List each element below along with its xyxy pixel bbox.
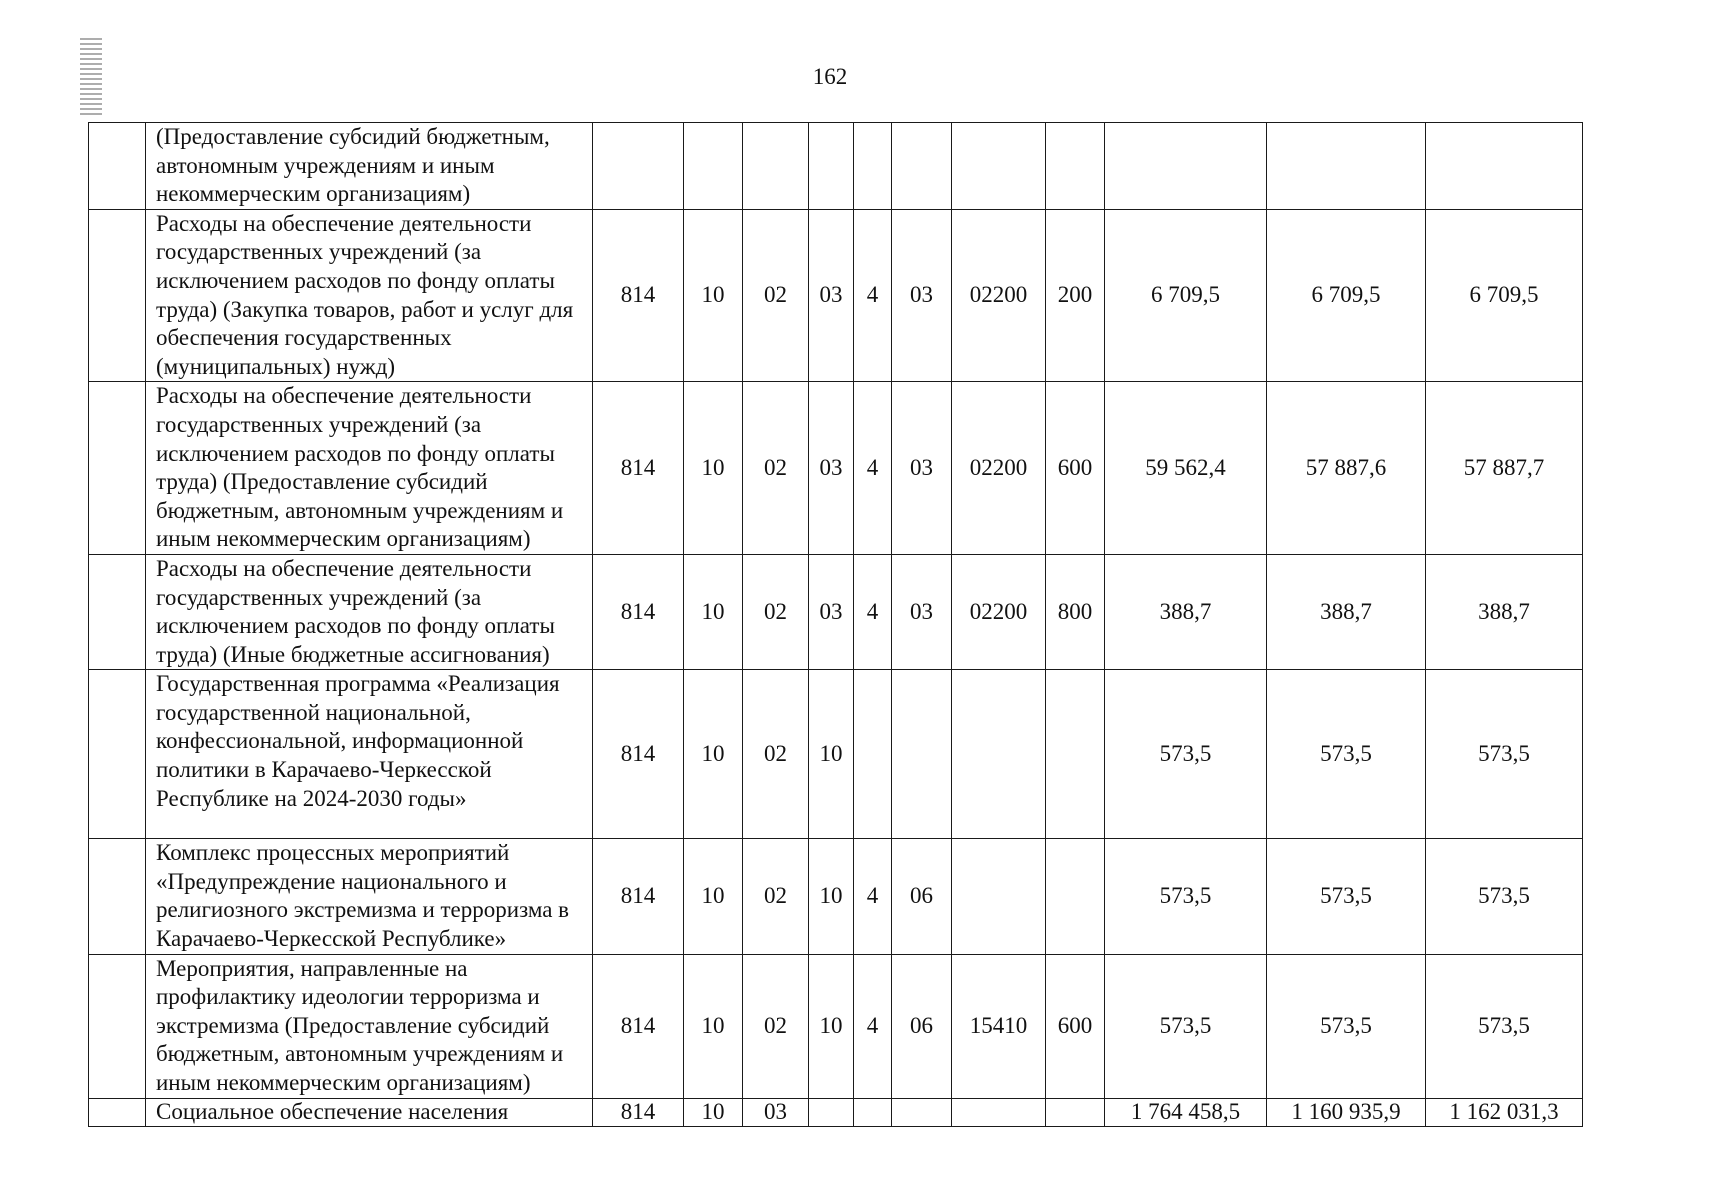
subprogram-type-cell: 4 bbox=[854, 382, 892, 555]
amount-year2-cell: 573,5 bbox=[1267, 670, 1426, 839]
section-code-cell: 10 bbox=[684, 839, 743, 954]
subprogram-type-cell: 4 bbox=[854, 554, 892, 669]
direction-code-cell: 15410 bbox=[952, 954, 1046, 1098]
amount-year2-cell: 573,5 bbox=[1267, 954, 1426, 1098]
description-cell: Мероприятия, направленные на профилактику идеологии терроризма и экстремизма (Предоставление субсидий бюджетным, автономным учреждениям и иным некоммерческим организациям) bbox=[146, 954, 593, 1098]
expense-type-cell bbox=[1046, 839, 1105, 954]
subsection-code-cell: 02 bbox=[743, 839, 809, 954]
amount-year2-cell: 57 887,6 bbox=[1267, 382, 1426, 555]
subsection-code-cell bbox=[743, 123, 809, 210]
program-code-cell: 03 bbox=[809, 554, 854, 669]
expense-type-cell: 600 bbox=[1046, 382, 1105, 555]
description-cell: Расходы на обеспечение деятельности государственных учреждений (за исключением расходов по фонду оплаты труда) (Предоставление субсидий бюджетным, автономным учреждениям и иным некоммерческим организациям) bbox=[146, 382, 593, 555]
amount-year3-cell: 573,5 bbox=[1426, 839, 1583, 954]
direction-code-cell bbox=[952, 1098, 1046, 1126]
row-number-cell bbox=[89, 123, 146, 210]
ministry-code-cell: 814 bbox=[593, 554, 684, 669]
amount-year1-cell bbox=[1105, 123, 1267, 210]
subprogram-type-cell: 4 bbox=[854, 954, 892, 1098]
row-number-cell bbox=[89, 382, 146, 555]
subprogram-code-cell: 03 bbox=[892, 382, 952, 555]
row-number-cell bbox=[89, 839, 146, 954]
subsection-code-cell: 02 bbox=[743, 554, 809, 669]
table-row bbox=[89, 554, 1583, 669]
row-number-cell bbox=[89, 954, 146, 1098]
subsection-code-cell: 02 bbox=[743, 670, 809, 839]
description-cell: (Предоставление субсидий бюджетным, автономным учреждениям и иным некоммерческим организациям) bbox=[146, 123, 593, 210]
subprogram-type-cell: 4 bbox=[854, 209, 892, 382]
row-number-cell bbox=[89, 1098, 146, 1126]
direction-code-cell bbox=[952, 670, 1046, 839]
ministry-code-cell: 814 bbox=[593, 670, 684, 839]
amount-year1-cell: 59 562,4 bbox=[1105, 382, 1267, 555]
section-code-cell: 10 bbox=[684, 554, 743, 669]
amount-year1-cell: 573,5 bbox=[1105, 954, 1267, 1098]
table-row bbox=[89, 839, 1583, 954]
subsection-code-cell: 02 bbox=[743, 382, 809, 555]
ministry-code-cell: 814 bbox=[593, 954, 684, 1098]
budget-table bbox=[88, 122, 1583, 1127]
amount-year3-cell bbox=[1426, 123, 1583, 210]
direction-code-cell bbox=[952, 839, 1046, 954]
expense-type-cell bbox=[1046, 1098, 1105, 1126]
subprogram-code-cell: 06 bbox=[892, 839, 952, 954]
direction-code-cell: 02200 bbox=[952, 209, 1046, 382]
amount-year3-cell: 1 162 031,3 bbox=[1426, 1098, 1583, 1126]
description-cell: Социальное обеспечение населения bbox=[146, 1098, 593, 1126]
direction-code-cell: 02200 bbox=[952, 382, 1046, 555]
program-code-cell bbox=[809, 1098, 854, 1126]
page-number: 162 bbox=[812, 64, 848, 89]
program-code-cell: 10 bbox=[809, 670, 854, 839]
subprogram-code-cell: 03 bbox=[892, 554, 952, 669]
table-row bbox=[89, 209, 1583, 382]
section-code-cell: 10 bbox=[684, 1098, 743, 1126]
amount-year2-cell: 1 160 935,9 bbox=[1267, 1098, 1426, 1126]
table-row bbox=[89, 670, 1583, 839]
subsection-code-cell: 03 bbox=[743, 1098, 809, 1126]
subprogram-code-cell: 03 bbox=[892, 209, 952, 382]
subprogram-code-cell bbox=[892, 1098, 952, 1126]
description-cell: Расходы на обеспечение деятельности государственных учреждений (за исключением расходов по фонду оплаты труда) (Иные бюджетные ассигнования) bbox=[146, 554, 593, 669]
subsection-code-cell: 02 bbox=[743, 209, 809, 382]
direction-code-cell: 02200 bbox=[952, 554, 1046, 669]
table-row bbox=[89, 382, 1583, 555]
amount-year3-cell: 388,7 bbox=[1426, 554, 1583, 669]
subprogram-type-cell: 4 bbox=[854, 839, 892, 954]
description-cell: Комплекс процессных мероприятий «Предупреждение национального и религиозного экстремизма и терроризма в Карачаево-Черкесской Республике» bbox=[146, 839, 593, 954]
section-code-cell: 10 bbox=[684, 209, 743, 382]
amount-year1-cell: 573,5 bbox=[1105, 670, 1267, 839]
expense-type-cell: 200 bbox=[1046, 209, 1105, 382]
amount-year3-cell: 57 887,7 bbox=[1426, 382, 1583, 555]
program-code-cell: 03 bbox=[809, 382, 854, 555]
amount-year2-cell bbox=[1267, 123, 1426, 210]
program-code-cell: 10 bbox=[809, 839, 854, 954]
subprogram-code-cell: 06 bbox=[892, 954, 952, 1098]
table-row bbox=[89, 954, 1583, 1098]
amount-year2-cell: 388,7 bbox=[1267, 554, 1426, 669]
subsection-code-cell: 02 bbox=[743, 954, 809, 1098]
program-code-cell: 03 bbox=[809, 209, 854, 382]
subprogram-type-cell bbox=[854, 1098, 892, 1126]
ministry-code-cell: 814 bbox=[593, 1098, 684, 1126]
table-body bbox=[89, 123, 1583, 1127]
subprogram-type-cell bbox=[854, 670, 892, 839]
subprogram-code-cell bbox=[892, 123, 952, 210]
row-number-cell bbox=[89, 670, 146, 839]
ministry-code-cell bbox=[593, 123, 684, 210]
amount-year2-cell: 573,5 bbox=[1267, 839, 1426, 954]
expense-type-cell: 600 bbox=[1046, 954, 1105, 1098]
amount-year1-cell: 1 764 458,5 bbox=[1105, 1098, 1267, 1126]
subprogram-code-cell bbox=[892, 670, 952, 839]
table-row bbox=[89, 1098, 1583, 1126]
expense-type-cell bbox=[1046, 670, 1105, 839]
amount-year3-cell: 6 709,5 bbox=[1426, 209, 1583, 382]
ministry-code-cell: 814 bbox=[593, 839, 684, 954]
row-number-cell bbox=[89, 209, 146, 382]
subprogram-type-cell bbox=[854, 123, 892, 210]
table-row bbox=[89, 123, 1583, 210]
amount-year2-cell: 6 709,5 bbox=[1267, 209, 1426, 382]
amount-year3-cell: 573,5 bbox=[1426, 954, 1583, 1098]
program-code-cell bbox=[809, 123, 854, 210]
amount-year1-cell: 388,7 bbox=[1105, 554, 1267, 669]
expense-type-cell: 800 bbox=[1046, 554, 1105, 669]
section-code-cell: 10 bbox=[684, 382, 743, 555]
ministry-code-cell: 814 bbox=[593, 382, 684, 555]
section-code-cell bbox=[684, 123, 743, 210]
expense-type-cell bbox=[1046, 123, 1105, 210]
description-cell: Государственная программа «Реализация государственной национальной, конфессиональной, информационной политики в Карачаево-Черкесской Республике на 2024-2030 годы» bbox=[146, 670, 593, 839]
row-number-cell bbox=[89, 554, 146, 669]
section-code-cell: 10 bbox=[684, 954, 743, 1098]
amount-year1-cell: 573,5 bbox=[1105, 839, 1267, 954]
direction-code-cell bbox=[952, 123, 1046, 210]
description-cell: Расходы на обеспечение деятельности государственных учреждений (за исключением расходов по фонду оплаты труда) (Закупка товаров, работ и услуг для обеспечения государственных (муниципальных) нужд) bbox=[146, 209, 593, 382]
program-code-cell: 10 bbox=[809, 954, 854, 1098]
section-code-cell: 10 bbox=[684, 670, 743, 839]
ministry-code-cell: 814 bbox=[593, 209, 684, 382]
amount-year1-cell: 6 709,5 bbox=[1105, 209, 1267, 382]
amount-year3-cell: 573,5 bbox=[1426, 670, 1583, 839]
